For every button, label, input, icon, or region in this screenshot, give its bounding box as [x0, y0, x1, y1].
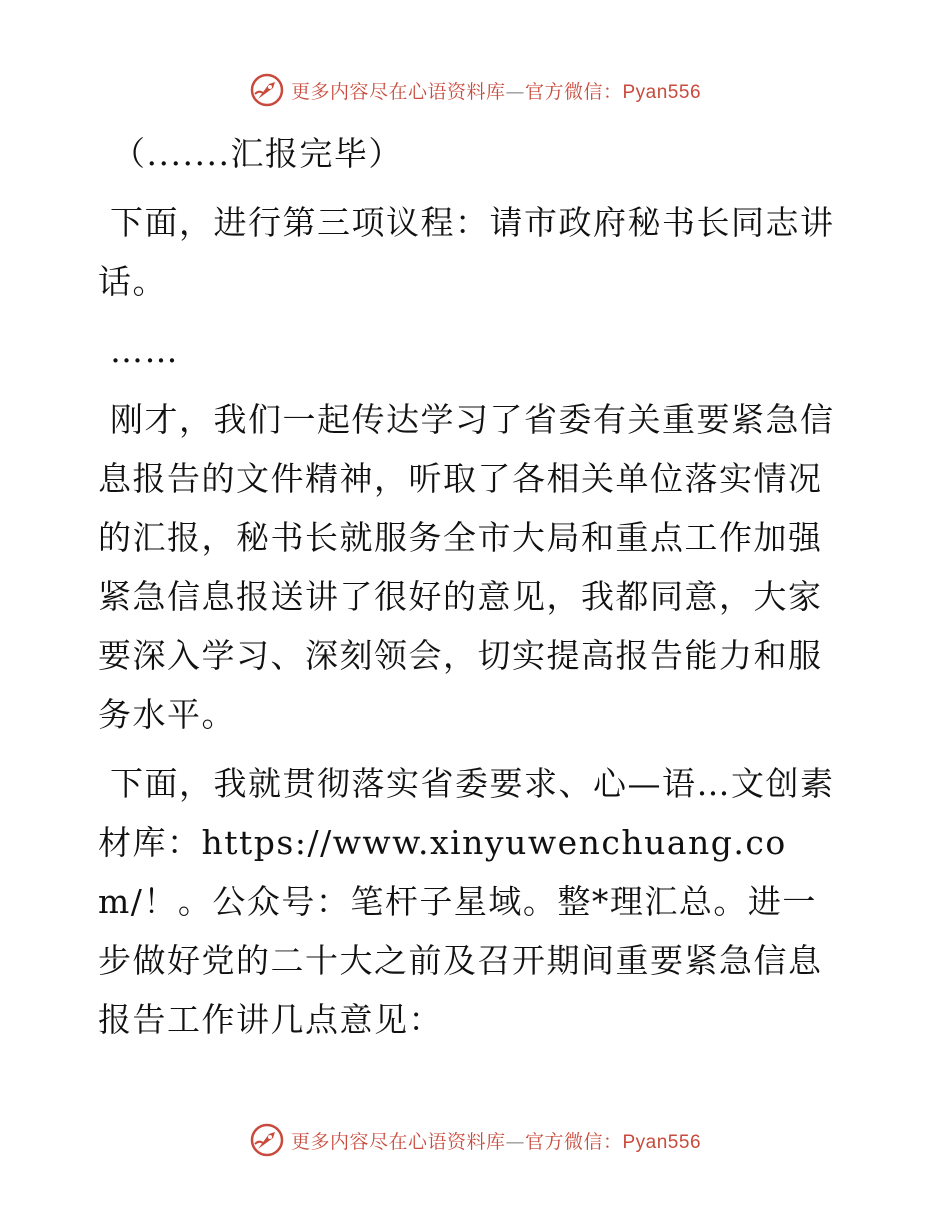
header-banner [0, 70, 950, 110]
footer-banner [0, 1120, 950, 1160]
paragraph-report-end: （.......汇报完毕） [112, 134, 403, 173]
pen-nib-logo [249, 72, 285, 108]
paragraph-agenda-item-three: 下面，进行第三项议程：请市政府秘书长同志讲话。 [98, 203, 835, 301]
paragraph-opinions-intro: 下面，我就贯彻落实省委要求、心—语…文创素材库：https://www.xinyuwenchuang.com/！。公众号：笔杆子星域。整*理汇总。进一步做好党的二十大之前及召开期间重要紧急信息报告工作讲几点意见： [98, 764, 835, 1039]
header-banner-text: 更多内容尽在心语资料库—官方微信：Pyan556 [290, 80, 702, 103]
pen-nib-logo [249, 1122, 285, 1158]
document-body [98, 124, 850, 1049]
paragraph-summary: 刚才，我们一起传达学习了省委有关重要紧急信息报告的文件精神，听取了各相关单位落实情况的汇报，秘书长就服务全市大局和重点工作加强紧急信息报送讲了很好的意见，我都同意，大家要深入学习、深刻领会，切实提高报告能力和服务水平。 [98, 400, 835, 734]
footer-banner-text: 更多内容尽在心语资料库—官方微信：Pyan556 [290, 1130, 702, 1153]
paragraph-ellipsis: …… [110, 331, 179, 370]
